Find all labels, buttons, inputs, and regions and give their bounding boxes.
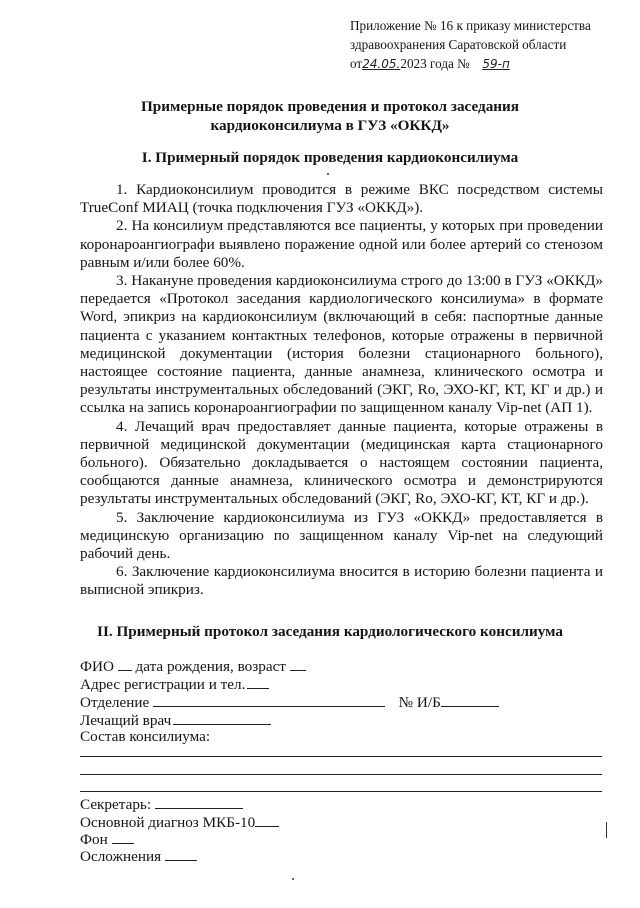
secretary-label: Секретарь:	[80, 796, 152, 813]
dob-blank	[290, 656, 306, 671]
title-line-2: кардиоконсилиума в ГУЗ «ОККД»	[210, 117, 450, 134]
background-label: Фон	[80, 831, 108, 848]
paragraph-6: 6. Заключение кардиоконсилиума вносится в историю болезни пациента и выписной эпикриз.	[80, 563, 603, 599]
scan-mark	[606, 822, 607, 838]
section-2-heading: II. Примерный протокол заседания кардиологического консилиума	[97, 623, 563, 640]
fio-label: ФИО	[80, 658, 114, 675]
diagnosis-label: Основной диагноз МКБ-10	[80, 814, 256, 831]
doctor-blank	[173, 710, 271, 725]
diagnosis-blank	[255, 812, 279, 827]
panel-field-row	[80, 728, 210, 746]
paragraph-2: 2. На консилиум представляются все пациенты, у которых при проведении коронароангиографи выявлено поражение одной или более артерий со стенозом равным и/или более 60%.	[80, 217, 603, 271]
paragraph-1: 1. Кардиоконсилиум проводится в режиме ВКС посредством системы TrueConf МИАЦ (точка подключения ГУЗ «ОККД»).	[80, 181, 603, 217]
date-suffix: 2023 года №	[400, 56, 470, 71]
scan-speck	[327, 173, 329, 175]
department-label: Отделение	[80, 694, 150, 711]
annex-line-1: Приложение № 16 к приказу министерства	[350, 18, 591, 33]
scan-speck	[292, 878, 294, 880]
panel-blank-line-3	[80, 791, 602, 792]
paragraph-5: 5. Заключение кардиоконсилиума из ГУЗ «ОККД» предоставляется в медицинскую организацию по защищенном каналу Vip-net на следующий рабочий день.	[80, 508, 603, 563]
secretary-blank	[155, 794, 243, 809]
date-prefix: от	[350, 56, 363, 71]
paragraph-3: 3. Накануне проведения кардиоконсилиума строго до 13:00 в ГУЗ «ОККД» передается «Протокол заседания кардиологического консилиума» в формате Word, эпикриз на кардиоконсилиум (включающий в себя: паспортные данные пациента с указанием контактных телефонов, которые отражены в первичной медицинской документации (история болезни стационарного больного), настоящее состояние пациента, данные анамнеза, клинического осмотра и результаты инструментальных обследований (ЭКГ, Ro, ЭХО-КГ, КТ, КГ и др.) и ссылка на запись коронароангиографии по защищенном каналу Vip-net (АП 1).	[80, 272, 603, 417]
doctor-field-row	[80, 710, 271, 730]
annex-line-2: здравоохранения Саратовской области	[350, 37, 567, 52]
order-annex-header	[350, 16, 620, 74]
panel-blank-line-2	[80, 774, 602, 775]
dob-label: дата рождения, возраст	[135, 658, 286, 675]
document-title	[60, 97, 600, 135]
department-blank	[153, 692, 385, 707]
secretary-field-row	[80, 794, 243, 814]
panel-label: Состав консилиума:	[80, 728, 211, 745]
department-field-row	[80, 692, 499, 712]
panel-blank-line-1	[80, 756, 602, 757]
history-number-label: № И/Б	[398, 694, 441, 711]
paragraph-4: 4. Лечащий врач предоставляет данные пациента, которые отражены в первичной медицинской документации (медицинская карта стационарного больного). Обязательно докладывается о настоящем состоянии пациента, сообщаются данные анамнеза, клинического осмотра и демонстрируются результаты инструментальных обследований (ЭКГ, Ro, ЭХО-КГ, КТ, КГ и др.).	[80, 417, 603, 508]
address-field-row	[80, 674, 269, 694]
history-number-blank	[441, 692, 499, 707]
fio-blank	[118, 656, 132, 671]
annex-date-line	[350, 54, 620, 74]
complications-blank	[165, 846, 197, 861]
fio-field-row	[80, 656, 306, 676]
background-blank	[112, 829, 134, 844]
section-1-heading: I. Примерный порядок проведения кардиоконсилиума	[141, 149, 519, 166]
title-line-1: Примерные порядок проведения и протокол заседания	[140, 98, 520, 115]
complications-label: Осложнения	[80, 848, 162, 865]
handwritten-order-number: 59-п	[482, 57, 510, 71]
address-label: Адрес регистрации и тел.	[80, 676, 246, 693]
section-1-body	[80, 181, 603, 600]
address-blank	[247, 674, 269, 689]
doctor-label: Лечащий врач	[80, 712, 172, 729]
complications-field-row	[80, 846, 197, 866]
handwritten-date: 24.05.	[362, 57, 401, 71]
